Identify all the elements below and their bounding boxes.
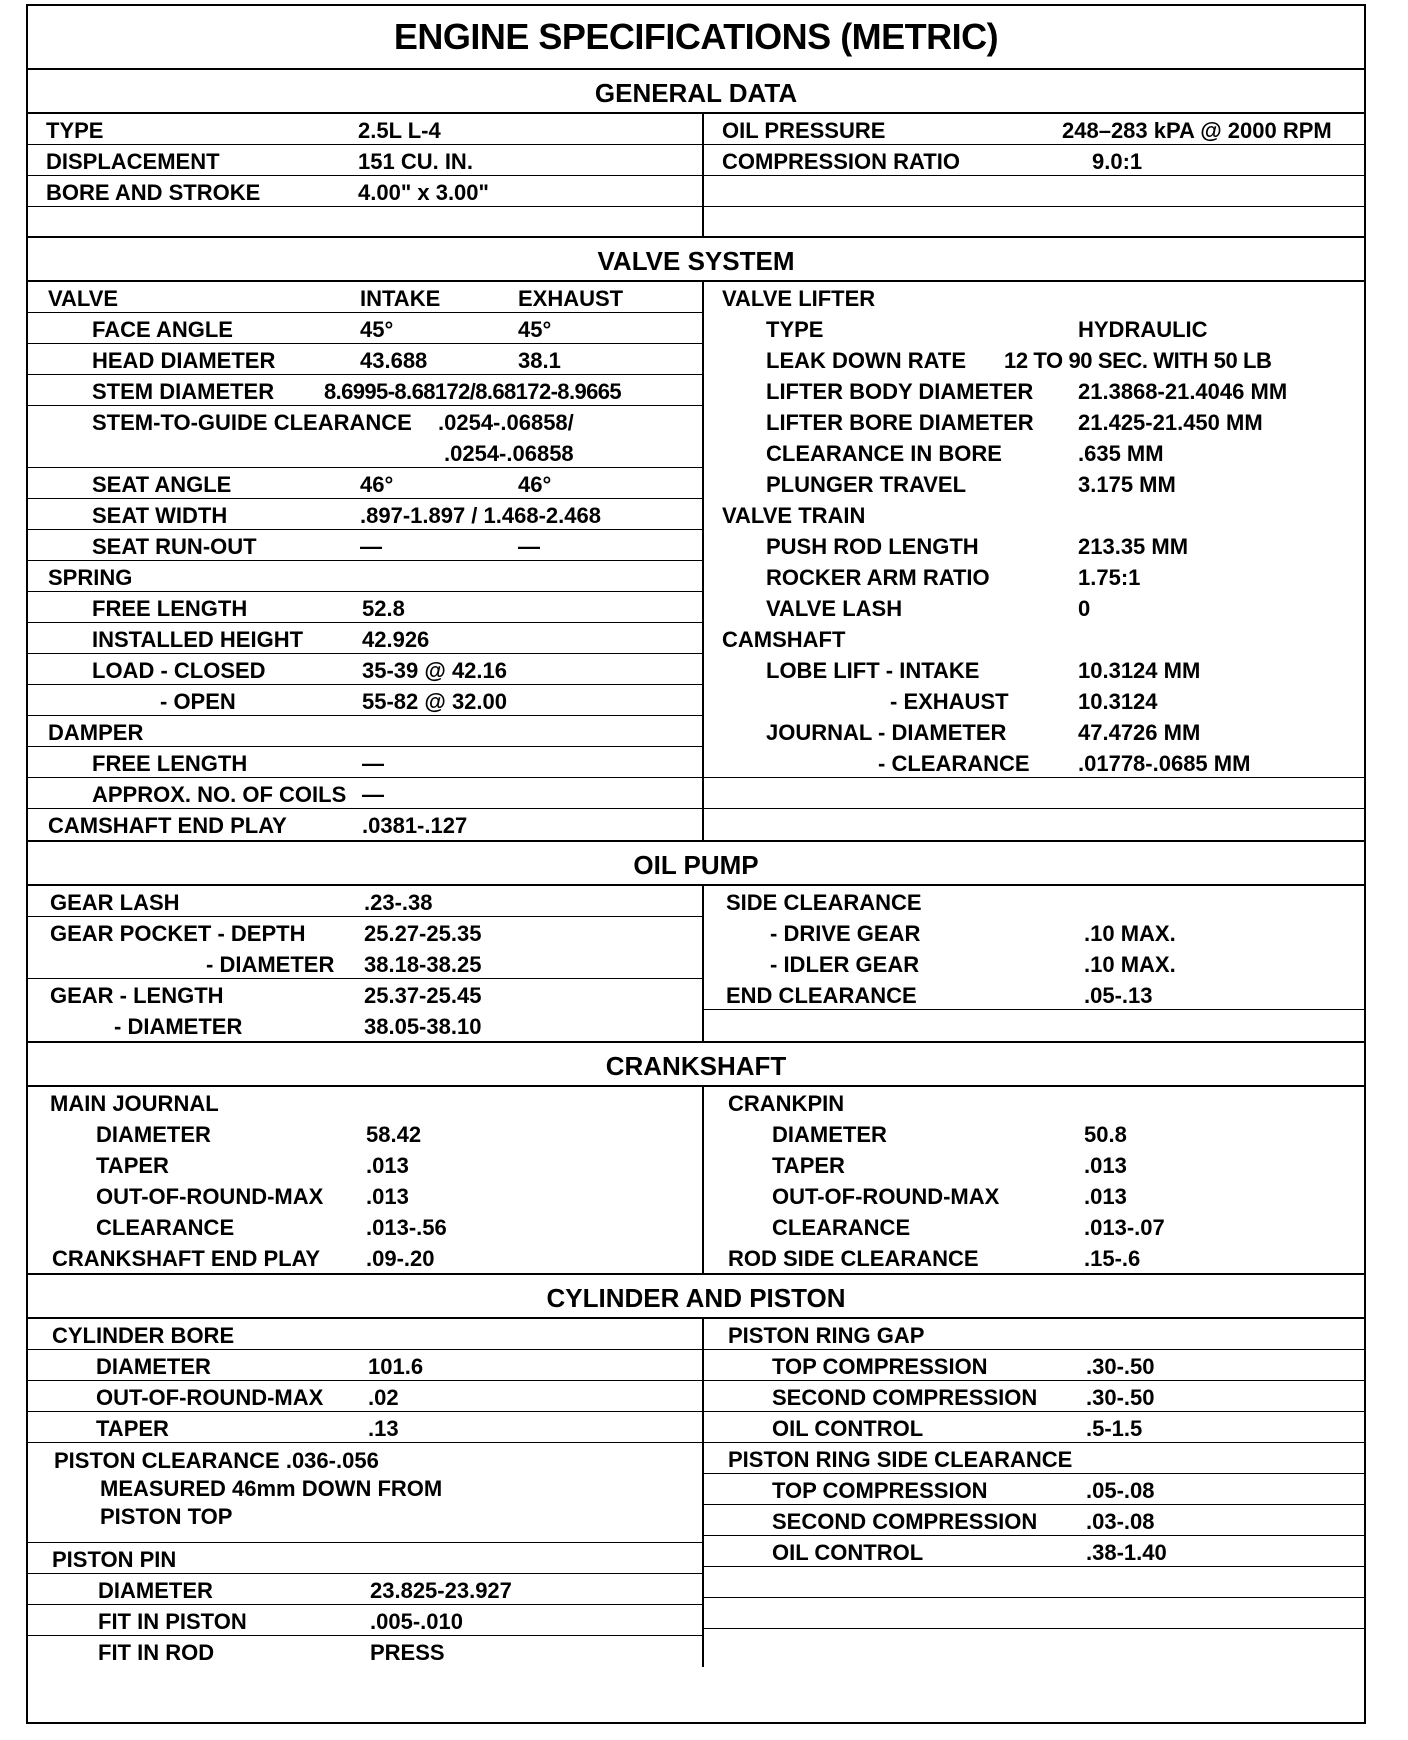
spec-value: 25.27-25.35 bbox=[364, 921, 482, 946]
spec-row-lifter-body bbox=[704, 375, 1364, 406]
spec-value: .5-1.5 bbox=[1086, 1416, 1143, 1441]
empty-row bbox=[704, 207, 1364, 236]
crankshaft-right-column bbox=[704, 1087, 1364, 1273]
spec-row-journal-clr bbox=[704, 747, 1364, 778]
spec-value: .02 bbox=[368, 1385, 399, 1410]
spec-label: FIT IN PISTON bbox=[98, 1609, 247, 1634]
spec-label: PISTON RING GAP bbox=[728, 1323, 925, 1348]
spec-row-main-journal bbox=[28, 1087, 702, 1118]
spec-value: .05-.13 bbox=[1084, 983, 1153, 1008]
spec-row-lobe-exhaust bbox=[704, 685, 1364, 716]
spec-label: OUT-OF-ROUND-MAX bbox=[96, 1385, 324, 1410]
spec-row-gap-oil bbox=[704, 1412, 1364, 1443]
spec-value: .013 bbox=[366, 1184, 409, 1209]
spec-value: 101.6 bbox=[368, 1354, 424, 1379]
section-crankshaft-heading: CRANKSHAFT bbox=[28, 1041, 1364, 1087]
spec-row-gear-dia bbox=[28, 1010, 702, 1041]
spec-value: — bbox=[360, 534, 382, 559]
spec-row-mj-clr bbox=[28, 1211, 702, 1242]
spec-label: - OPEN bbox=[160, 689, 236, 714]
spec-value: 25.37-25.45 bbox=[364, 983, 482, 1008]
spec-row-mj-dia bbox=[28, 1118, 702, 1149]
spec-label: FREE LENGTH bbox=[92, 596, 248, 621]
general-left-column bbox=[28, 114, 704, 236]
spec-value: .10 MAX. bbox=[1084, 952, 1176, 977]
spec-value: PRESS bbox=[370, 1640, 445, 1665]
spec-label: CAMSHAFT END PLAY bbox=[48, 813, 287, 838]
spec-row-bore-oor bbox=[28, 1381, 702, 1412]
spec-sheet bbox=[26, 4, 1366, 1724]
spec-label: INSTALLED HEIGHT bbox=[92, 627, 304, 652]
spec-label: - DIAMETER bbox=[206, 952, 335, 977]
spec-value: 3.175 MM bbox=[1078, 472, 1176, 497]
spec-value: 38.05-38.10 bbox=[364, 1014, 482, 1039]
spec-label: JOURNAL - DIAMETER bbox=[766, 720, 1007, 745]
spec-label: OIL PRESSURE bbox=[722, 118, 886, 143]
spec-label: OUT-OF-ROUND-MAX bbox=[96, 1184, 324, 1209]
spec-row-ring-side bbox=[704, 1443, 1364, 1474]
oil-pump-left-column bbox=[28, 886, 704, 1041]
empty-row bbox=[704, 1598, 1364, 1629]
section-general-heading: GENERAL DATA bbox=[28, 70, 1364, 114]
spec-label: DIAMETER bbox=[96, 1354, 211, 1379]
spec-note: MEASURED 46mm DOWN FROM bbox=[100, 1476, 443, 1501]
empty-row bbox=[704, 1567, 1364, 1598]
spec-value: .013 bbox=[1084, 1153, 1127, 1178]
spec-row-mj-taper bbox=[28, 1149, 702, 1180]
spec-label: APPROX. NO. OF COILS bbox=[92, 782, 347, 807]
spec-label: SIDE CLEARANCE bbox=[726, 890, 922, 915]
spec-value: 42.926 bbox=[362, 627, 430, 652]
spec-row-gap-top bbox=[704, 1350, 1364, 1381]
spec-row-bore-stroke bbox=[28, 176, 702, 207]
spec-row-piston-pin bbox=[28, 1543, 702, 1574]
spec-label: PISTON RING SIDE CLEARANCE bbox=[728, 1447, 1073, 1472]
spec-value: .03-.08 bbox=[1086, 1509, 1155, 1534]
spec-label: CAMSHAFT bbox=[722, 627, 846, 652]
spec-row-spring bbox=[28, 561, 702, 592]
spec-row-bore-dia bbox=[28, 1350, 702, 1381]
spec-row-lifter-type bbox=[704, 313, 1364, 344]
spec-row-pin-fit-rod bbox=[28, 1636, 702, 1667]
spec-value: 9.0:1 bbox=[1092, 149, 1143, 174]
spec-row-plunger bbox=[704, 468, 1364, 499]
spec-value: 46° bbox=[518, 472, 552, 497]
spec-value: .23-.38 bbox=[364, 890, 433, 915]
spec-row-ring-gap bbox=[704, 1319, 1364, 1350]
spec-label: - EXHAUST bbox=[890, 689, 1009, 714]
spec-label: LEAK DOWN RATE bbox=[766, 348, 967, 373]
spec-value: 213.35 MM bbox=[1078, 534, 1189, 559]
crankshaft-left-column bbox=[28, 1087, 704, 1273]
spec-value: 1.75:1 bbox=[1078, 565, 1141, 590]
spec-row-pin-dia bbox=[28, 1574, 702, 1605]
spec-row-crankpin bbox=[704, 1087, 1364, 1118]
spec-row-installed-height bbox=[28, 623, 702, 654]
spec-value: 151 CU. IN. bbox=[358, 149, 473, 174]
spec-label: SPRING bbox=[48, 565, 133, 590]
spec-label: - CLEARANCE bbox=[878, 751, 1030, 776]
spec-label: FREE LENGTH bbox=[92, 751, 248, 776]
spec-value: .38-1.40 bbox=[1086, 1540, 1167, 1565]
spec-row-gap-second bbox=[704, 1381, 1364, 1412]
spec-row-rod-side bbox=[704, 1242, 1364, 1273]
spec-row-valve bbox=[28, 282, 702, 313]
spec-label: TYPE bbox=[46, 118, 104, 143]
spec-value: .005-.010 bbox=[370, 1609, 463, 1634]
spec-value: 21.3868-21.4046 MM bbox=[1078, 379, 1288, 404]
spec-value: 45° bbox=[360, 317, 394, 342]
spec-row-stem-diameter bbox=[28, 375, 702, 406]
section-oil-pump-heading: OIL PUMP bbox=[28, 840, 1364, 886]
spec-label: DAMPER bbox=[48, 720, 144, 745]
spec-value: .013-.07 bbox=[1084, 1215, 1165, 1240]
spec-row-valve-train bbox=[704, 499, 1364, 530]
spec-value: 10.3124 bbox=[1078, 689, 1158, 714]
section-cylinder-heading: CYLINDER AND PISTON bbox=[28, 1273, 1364, 1319]
page-title: ENGINE SPECIFICATIONS (METRIC) bbox=[28, 6, 1364, 70]
spec-note: PISTON TOP bbox=[100, 1504, 233, 1529]
spec-row-load-open bbox=[28, 685, 702, 716]
spec-label: TYPE bbox=[766, 317, 824, 342]
cylinder-right-column bbox=[704, 1319, 1364, 1667]
spec-label: ROD SIDE CLEARANCE bbox=[728, 1246, 979, 1271]
spec-value: 35-39 @ 42.16 bbox=[362, 658, 507, 683]
spec-row-seat-width bbox=[28, 499, 702, 530]
spec-label: LIFTER BORE DIAMETER bbox=[766, 410, 1034, 435]
spec-row-cp-clr bbox=[704, 1211, 1364, 1242]
spec-value: 248–283 kPA @ 2000 RPM bbox=[1062, 118, 1332, 143]
spec-value: .13 bbox=[368, 1416, 399, 1441]
spec-row-gear-lash bbox=[28, 886, 702, 917]
spec-value: .0254-.06858 bbox=[444, 441, 574, 466]
spec-value: .30-.50 bbox=[1086, 1354, 1155, 1379]
spec-label: - DIAMETER bbox=[114, 1014, 243, 1039]
spec-label: TAPER bbox=[96, 1153, 169, 1178]
empty-row bbox=[704, 176, 1364, 207]
spec-value: .10 MAX. bbox=[1084, 921, 1176, 946]
spec-row-valve-lash bbox=[704, 592, 1364, 623]
section-crankshaft bbox=[28, 1087, 1364, 1273]
spec-row-coils bbox=[28, 778, 702, 809]
spec-value: 58.42 bbox=[366, 1122, 422, 1147]
spec-label: STEM-TO-GUIDE CLEARANCE bbox=[92, 410, 412, 435]
spec-label: SECOND COMPRESSION bbox=[772, 1509, 1038, 1534]
spec-value: 38.18-38.25 bbox=[364, 952, 482, 977]
spec-value: 23.825-23.927 bbox=[370, 1578, 512, 1603]
spec-label: CLEARANCE bbox=[96, 1215, 235, 1240]
spec-value: 55-82 @ 32.00 bbox=[362, 689, 507, 714]
spec-row-pin-fit-piston bbox=[28, 1605, 702, 1636]
empty-row bbox=[28, 207, 702, 236]
spec-value: .15-.6 bbox=[1084, 1246, 1141, 1271]
spec-value: 0 bbox=[1078, 596, 1091, 621]
spec-row-side-clr bbox=[704, 886, 1364, 917]
spec-row-journal-dia bbox=[704, 716, 1364, 747]
spec-label: VALVE LIFTER bbox=[722, 286, 876, 311]
spec-label: - DRIVE GEAR bbox=[770, 921, 921, 946]
spec-row-pocket-depth bbox=[28, 917, 702, 948]
spec-label: OIL CONTROL bbox=[772, 1416, 924, 1441]
spec-row-cp-oor bbox=[704, 1180, 1364, 1211]
section-general bbox=[28, 114, 1364, 236]
spec-value: .09-.20 bbox=[366, 1246, 435, 1271]
spec-label: CRANKSHAFT END PLAY bbox=[52, 1246, 321, 1271]
spec-label: DIAMETER bbox=[772, 1122, 887, 1147]
spec-row-crank-end-play bbox=[28, 1242, 702, 1273]
spec-row-mj-oor bbox=[28, 1180, 702, 1211]
spec-value: .013-.56 bbox=[366, 1215, 447, 1240]
spec-row-head-diameter bbox=[28, 344, 702, 375]
spec-value: 2.5L L-4 bbox=[358, 118, 441, 143]
spec-label: PISTON CLEARANCE .036-.056 bbox=[54, 1448, 379, 1473]
spec-row-valve-lifter bbox=[704, 282, 1364, 313]
empty-row bbox=[704, 778, 1364, 809]
spec-label: HEAD DIAMETER bbox=[92, 348, 276, 373]
spec-row-oil-pressure bbox=[704, 114, 1364, 145]
spec-row-bore-taper bbox=[28, 1412, 702, 1443]
spec-label: DIAMETER bbox=[98, 1578, 213, 1603]
column-header-exhaust: EXHAUST bbox=[518, 286, 624, 311]
section-valve-heading: VALVE SYSTEM bbox=[28, 236, 1364, 282]
spec-label: GEAR - LENGTH bbox=[50, 983, 224, 1008]
valve-left-column bbox=[28, 282, 704, 840]
spec-label: GEAR POCKET - DEPTH bbox=[50, 921, 306, 946]
spec-value: .30-.50 bbox=[1086, 1385, 1155, 1410]
spec-value: — bbox=[362, 751, 384, 776]
spec-row-leak-down bbox=[704, 344, 1364, 375]
spec-row-cyl-bore bbox=[28, 1319, 702, 1350]
section-cylinder bbox=[28, 1319, 1364, 1667]
spec-row-push-rod bbox=[704, 530, 1364, 561]
spec-label: VALVE TRAIN bbox=[722, 503, 866, 528]
spec-row-cp-dia bbox=[704, 1118, 1364, 1149]
valve-right-column bbox=[704, 282, 1364, 840]
spec-row-clearance-bore bbox=[704, 437, 1364, 468]
spec-label: LOBE LIFT - INTAKE bbox=[766, 658, 980, 683]
spec-value: .013 bbox=[1084, 1184, 1127, 1209]
spec-label: TOP COMPRESSION bbox=[772, 1354, 988, 1379]
spec-label: CRANKPIN bbox=[728, 1091, 845, 1116]
spec-value: 38.1 bbox=[518, 348, 561, 373]
spec-label: LOAD - CLOSED bbox=[92, 658, 266, 683]
spec-label: OIL CONTROL bbox=[772, 1540, 924, 1565]
spec-label: CLEARANCE bbox=[772, 1215, 911, 1240]
empty-row bbox=[704, 1010, 1364, 1041]
spec-row-stem-guide bbox=[28, 406, 702, 437]
spec-value: .013 bbox=[366, 1153, 409, 1178]
spec-value: 12 TO 90 SEC. WITH 50 LB bbox=[1004, 348, 1272, 373]
spec-value: .897-1.897 / 1.468-2.468 bbox=[360, 503, 601, 528]
spec-row-side-top bbox=[704, 1474, 1364, 1505]
spec-row-side-second bbox=[704, 1505, 1364, 1536]
spec-label: PISTON PIN bbox=[52, 1547, 177, 1572]
section-valve bbox=[28, 282, 1364, 840]
spec-label: PUSH ROD LENGTH bbox=[766, 534, 979, 559]
spec-value: 45° bbox=[518, 317, 552, 342]
spec-row-end-clr bbox=[704, 979, 1364, 1010]
spec-label: SEAT RUN-OUT bbox=[92, 534, 257, 559]
spec-label: DIAMETER bbox=[96, 1122, 211, 1147]
spec-value: 8.6995-8.68172/8.68172-8.9665 bbox=[324, 379, 621, 404]
spec-row-face-angle bbox=[28, 313, 702, 344]
spec-value: 46° bbox=[360, 472, 394, 497]
spec-row-gear-length bbox=[28, 979, 702, 1010]
spec-value: .0254-.06858/ bbox=[438, 410, 574, 435]
spec-row-side-oil bbox=[704, 1536, 1364, 1567]
spec-label: CLEARANCE IN BORE bbox=[766, 441, 1002, 466]
spec-value: 50.8 bbox=[1084, 1122, 1127, 1147]
spec-row-stem-guide-cont bbox=[28, 437, 702, 468]
spec-label: GEAR LASH bbox=[50, 890, 180, 915]
section-oil-pump bbox=[28, 886, 1364, 1041]
empty-row bbox=[704, 1629, 1364, 1660]
spec-row-drive-gear bbox=[704, 917, 1364, 948]
spec-value: .635 MM bbox=[1078, 441, 1164, 466]
spec-value: 47.4726 MM bbox=[1078, 720, 1201, 745]
spec-value: 4.00" x 3.00" bbox=[358, 180, 489, 205]
column-header-intake: INTAKE bbox=[360, 286, 441, 311]
empty-row bbox=[704, 809, 1364, 840]
spec-row-idler-gear bbox=[704, 948, 1364, 979]
spec-label: DISPLACEMENT bbox=[46, 149, 220, 174]
spec-label: FACE ANGLE bbox=[92, 317, 233, 342]
spec-row-camshaft bbox=[704, 623, 1364, 654]
spec-label: PLUNGER TRAVEL bbox=[766, 472, 967, 497]
spec-row-load-closed bbox=[28, 654, 702, 685]
cylinder-left-column bbox=[28, 1319, 704, 1667]
spec-label: - IDLER GEAR bbox=[770, 952, 920, 977]
spec-row-free-length bbox=[28, 592, 702, 623]
spec-row-displacement bbox=[28, 145, 702, 176]
spec-row-seat-angle bbox=[28, 468, 702, 499]
spec-row-seat-runout bbox=[28, 530, 702, 561]
spec-label: END CLEARANCE bbox=[726, 983, 917, 1008]
spec-row-piston-clearance bbox=[28, 1443, 702, 1543]
spec-row-lobe-intake bbox=[704, 654, 1364, 685]
spec-row-lifter-bore bbox=[704, 406, 1364, 437]
spec-label: TOP COMPRESSION bbox=[772, 1478, 988, 1503]
spec-value: — bbox=[518, 534, 540, 559]
spec-value: HYDRAULIC bbox=[1078, 317, 1208, 342]
spec-label: VALVE bbox=[48, 286, 119, 311]
spec-label: STEM DIAMETER bbox=[92, 379, 275, 404]
spec-label: TAPER bbox=[772, 1153, 845, 1178]
spec-label: ROCKER ARM RATIO bbox=[766, 565, 990, 590]
spec-row-type bbox=[28, 114, 702, 145]
spec-value: 52.8 bbox=[362, 596, 405, 621]
spec-label: VALVE LASH bbox=[766, 596, 903, 621]
spec-value: 43.688 bbox=[360, 348, 428, 373]
spec-label: SEAT ANGLE bbox=[92, 472, 232, 497]
spec-value: .05-.08 bbox=[1086, 1478, 1155, 1503]
spec-value: — bbox=[362, 782, 384, 807]
oil-pump-right-column bbox=[704, 886, 1364, 1041]
spec-label: COMPRESSION RATIO bbox=[722, 149, 960, 174]
general-right-column bbox=[704, 114, 1364, 236]
spec-row-damper bbox=[28, 716, 702, 747]
spec-value: 10.3124 MM bbox=[1078, 658, 1201, 683]
spec-label: TAPER bbox=[96, 1416, 169, 1441]
spec-label: SECOND COMPRESSION bbox=[772, 1385, 1038, 1410]
spec-row-rocker bbox=[704, 561, 1364, 592]
spec-label: BORE AND STROKE bbox=[46, 180, 261, 205]
spec-label: OUT-OF-ROUND-MAX bbox=[772, 1184, 1000, 1209]
spec-value: 21.425-21.450 MM bbox=[1078, 410, 1263, 435]
spec-label: MAIN JOURNAL bbox=[50, 1091, 219, 1116]
spec-label: LIFTER BODY DIAMETER bbox=[766, 379, 1034, 404]
spec-value: .01778-.0685 MM bbox=[1078, 751, 1251, 776]
spec-value: .0381-.127 bbox=[362, 813, 468, 838]
spec-label: CYLINDER BORE bbox=[52, 1323, 235, 1348]
spec-label: FIT IN ROD bbox=[98, 1640, 215, 1665]
spec-row-pocket-dia bbox=[28, 948, 702, 979]
spec-row-compression bbox=[704, 145, 1364, 176]
spec-row-cp-taper bbox=[704, 1149, 1364, 1180]
spec-label: SEAT WIDTH bbox=[92, 503, 228, 528]
spec-row-damper-free-length bbox=[28, 747, 702, 778]
spec-row-cam-end-play bbox=[28, 809, 702, 840]
